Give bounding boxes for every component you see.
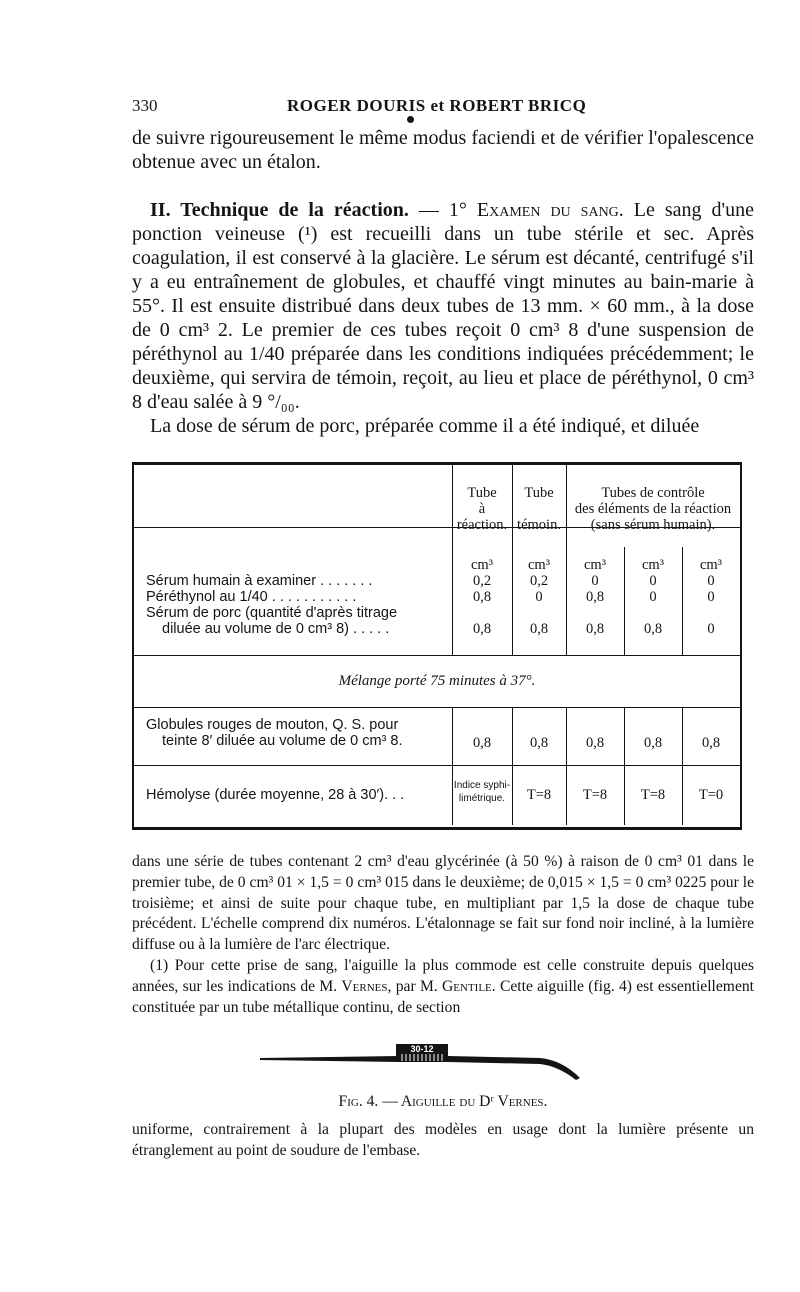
table-cell: 0 [535, 589, 543, 605]
table-cell: T=8 [640, 787, 666, 803]
page-number: 330 [132, 96, 158, 115]
table-cell: 0,8 [529, 621, 549, 637]
table-cell: 0,8 [585, 621, 605, 637]
table-cell: 0 [707, 621, 715, 637]
table-cell: T=0 [698, 787, 724, 803]
row-label-serum-porc: Sérum de porc (quantité d'après titrage [146, 605, 398, 621]
section-heading: II. Technique de la réaction. [150, 199, 409, 221]
header-tube-reaction: Tube à réaction. [456, 485, 508, 533]
table-col-rule [682, 707, 683, 825]
needle-label: 30-12 [410, 1044, 434, 1054]
name-gentile: Gentile [442, 977, 492, 995]
footnote-1: (1) Pour cette prise de sang, l'aiguille la plus commode est celle construite depuis quelques années, sur les indications de M. Vernes, par M. Gentile. Cette aiguille (fig. 4) est essentiellement constituée par un tube métallique continu, de section [132, 956, 754, 1016]
table-col-rule [566, 707, 567, 825]
needle-illustration [250, 1036, 590, 1090]
table-cell: 0,8 [529, 735, 549, 751]
table-col-rule [452, 707, 453, 825]
bottom-text [132, 852, 754, 1018]
table-cell: 0,8 [701, 735, 721, 751]
unit-cell: cm³ [527, 557, 551, 573]
paragraph-uniforme: uniforme, contrairement à la plupart des modèles en usage dont la lumière présente un étranglement au point de soudure de l'embase. [132, 1121, 754, 1159]
header-tube-temoin: Tube témoin. [517, 485, 561, 533]
table-col-rule [512, 707, 513, 825]
paragraph-technique-body: . Le sang d'une ponction veineuse (¹) est recueilli dans un tube stérile et sec. Après coagulation, il est conservé à la glacière. Le sérum est décanté, centrifugé s'il y a eu entraînement de globules, et chauffé vingt minutes au bain-marie à 55°. Il est ensuite distribué dans deux tubes de 13 mm. × 60 mm., à la dose de 0 cm³ 2. Le premier de ces tubes reçoit 0 cm³ 8 d'une suspension de péréthynol au 1/40 préparée dans les conditions indiquées précédemment; le deuxième, qui servira de témoin, reçoit, au lieu et place de péréthynol, 0 cm³ 8 d'eau salée à 9 °/₀₀. [132, 199, 755, 413]
name-vernes: Vernes [341, 977, 388, 995]
table-cell: 0 [649, 589, 657, 605]
table-cell: 0,8 [643, 621, 663, 637]
table-cell: 0 [707, 573, 715, 589]
table-col-rule [624, 707, 625, 825]
unit-cell: cm³ [641, 557, 665, 573]
running-title: ROGER DOURIS et ROBERT BRICQ [287, 96, 587, 115]
table-cell: 0,8 [585, 589, 605, 605]
mix-note: Mélange porté 75 minutes à 37°. [338, 673, 536, 689]
indice-syphilimetrique: Indice syphi- limétrique. [453, 780, 511, 804]
examen-du-sang: Examen du sang [476, 199, 619, 221]
table-cell: 0 [707, 589, 715, 605]
table-cell: T=8 [526, 787, 552, 803]
paragraph-intro: de suivre rigoureusement le même modus faciendi et de vérifier l'opalescence obtenue avec un étalon. [132, 127, 754, 173]
table-cell: 0,8 [472, 735, 492, 751]
table-rule-mix-top [134, 655, 740, 656]
page-header [132, 96, 752, 120]
header-tubes-controle: Tubes de contrôle des éléments de la réaction (sans sérum humain). [574, 485, 732, 533]
paragraph-serie: dans une série de tubes contenant 2 cm³ d'eau glycérinée (à 50 %) à raison de 0 cm³ 01 dans le premier tube, de 0 cm³ 01 × 1,5 = 0 cm³ 015 dans le deuxième; de 0,015 × 1,5 = 0 cm³ 0225 pour le troisième; et ainsi de suite pour chaque tube, en multipliant par 1,5 la dose de chaque tube précédent. L'échelle comprend dix numéros. L'étalonnage se fait sur fond noir incliné, à la lumière diffuse ou à la lumière de l'arc électrique. [132, 853, 754, 954]
needle-figure [250, 1036, 590, 1090]
table-rule-hemolyse [134, 765, 740, 766]
paragraph-technique [132, 198, 754, 414]
heading-dash: — 1° [408, 199, 477, 221]
table-rule-mix-bottom [134, 707, 740, 708]
row-label-globules-cont: teinte 8′ diluée au volume de 0 cm³ 8. [162, 733, 403, 749]
paragraph-dose: La dose de sérum de porc, préparée comme il a été indiqué, et diluée [150, 415, 700, 437]
table-cell: 0,2 [472, 573, 492, 589]
ink-dot [407, 116, 414, 123]
figure-caption: Fig. 4. — Aiguille du Dʳ Vernes. [338, 1093, 548, 1110]
table-cell: T=8 [582, 787, 608, 803]
unit-cell: cm³ [699, 557, 723, 573]
row-label-serum-porc-cont: diluée au volume de 0 cm³ 8) . . . . . [162, 621, 390, 637]
table-cell: 0,2 [529, 573, 549, 589]
table-cell: 0 [649, 573, 657, 589]
top-text [132, 126, 754, 438]
final-text [132, 1120, 754, 1162]
row-label-hemolyse: Hémolyse (durée moyenne, 28 à 30′). . . [146, 787, 405, 803]
caption-vernes: Vernes [497, 1093, 544, 1110]
unit-cell: cm³ [583, 557, 607, 573]
row-label-globules: Globules rouges de mouton, Q. S. pour [146, 717, 399, 733]
table-cell: 0 [591, 573, 599, 589]
table-cell: 0,8 [472, 589, 492, 605]
table-cell: 0,8 [472, 621, 492, 637]
table-cell: 0,8 [585, 735, 605, 751]
reaction-table [132, 462, 742, 830]
row-label-serum-humain: Sérum humain à examiner . . . . . . . [146, 573, 373, 589]
row-label-perethynol: Péréthynol au 1/40 . . . . . . . . . . . [146, 589, 357, 605]
unit-cell: cm³ [470, 557, 494, 573]
table-cell: 0,8 [643, 735, 663, 751]
